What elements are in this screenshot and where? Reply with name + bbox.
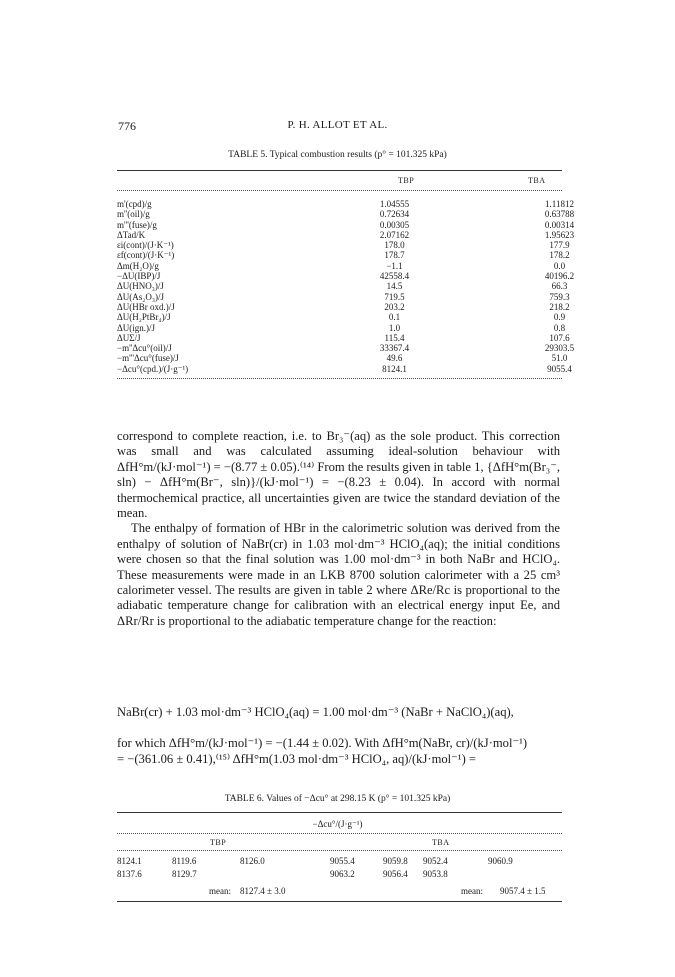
- table5-cell-tbp: 203.2: [384, 301, 405, 312]
- table6-tbp-value: 8126.0: [240, 856, 265, 866]
- running-head: P. H. ALLOT ET AL.: [287, 119, 388, 131]
- table5-cell-label: ΔU(ign.)/J: [117, 322, 156, 333]
- table5-cell-tba: 66.3: [551, 281, 568, 292]
- page-number: 776: [118, 119, 136, 133]
- table5-cell-tba: 9055.4: [547, 363, 572, 374]
- table5-cell-tba: 0.00314: [544, 219, 575, 230]
- table6-tbp-value: 8137.6: [117, 869, 142, 879]
- table5-cell-label: ΔU(H₂PtBr₄)/J: [117, 312, 171, 323]
- table5-cell-label: Δm(H₂O)/g: [117, 260, 159, 271]
- table5-row: [117, 220, 662, 230]
- table5-row: [117, 302, 662, 312]
- table6-tba-value: 9063.2: [330, 869, 355, 879]
- table6-tbp-value: 8129.7: [172, 869, 197, 879]
- table5-row: [117, 333, 662, 343]
- table6-tbp-mean-label: mean:: [209, 886, 231, 896]
- table5-cell-label: −Δcu°(cpd.)/(J·g⁻¹): [117, 363, 189, 374]
- table5-cell-tbp: 0.00305: [379, 219, 410, 230]
- table6-tba-value: 9056.4: [383, 869, 408, 879]
- table5-row: [117, 312, 662, 322]
- table6-header-rule: [117, 850, 562, 851]
- paragraph-3-line-2: = −(361.06 ± 0.41),⁽¹⁵⁾ ΔfH°m(1.03 mol·dm⁻³ HClO₄, aq)/(kJ·mol⁻¹) =: [117, 752, 477, 766]
- table6-tbp-mean: 8127.4 ± 3.0: [240, 886, 286, 896]
- table5-row: [117, 343, 662, 353]
- table6-tba-value: 9052.4: [423, 856, 448, 866]
- table6-tbp-value: 8119.6: [172, 856, 197, 866]
- reaction-equation: NaBr(cr) + 1.03 mol·dm⁻³ HClO₄(aq) = 1.00 mol·dm⁻³ (NaBr + NaClO₄)(aq),: [117, 705, 514, 719]
- table5-cell-tbp: 14.5: [386, 281, 403, 292]
- table5-cell-tba: 0.8: [553, 322, 566, 333]
- table5-cell-label: ΔU(HBr oxd.)/J: [117, 301, 175, 312]
- table5-top-rule: [117, 170, 562, 171]
- table5-cell-label: εi(cont)/(J·K⁻¹): [117, 240, 174, 251]
- table5-cell-tba: 51.0: [551, 353, 568, 364]
- table5-cell-label: ΔU(As₂O₃)/J: [117, 291, 165, 302]
- table5-row: [117, 323, 662, 333]
- table5-header-rule: [117, 190, 562, 191]
- table5-cell-tba: 177.9: [549, 240, 570, 251]
- table5-cell-label: −m'''Δcu°(fuse)/J: [117, 353, 179, 364]
- body-text: [117, 429, 560, 629]
- table5-cell-label: m'(cpd)/g: [117, 199, 152, 209]
- table5-cell-tba: 0.63788: [544, 209, 575, 220]
- table5: [117, 199, 662, 374]
- table5-cell-tbp: 8124.1: [382, 363, 407, 374]
- table5-row: [117, 271, 662, 281]
- table6-tbp-value: 8124.1: [117, 856, 142, 866]
- table5-row: [117, 353, 662, 363]
- table5-cell-tba: 759.3: [549, 291, 570, 302]
- table5-row: [117, 261, 662, 271]
- table5-cell-label: ΔUΣ/J: [117, 332, 141, 343]
- table5-cell-tba: 0.9: [553, 312, 566, 323]
- table5-cell-tba: 1.95623: [544, 229, 575, 240]
- table5-cell-tbp: 0.72634: [379, 209, 410, 220]
- table5-cell-tbp: 1.04555: [379, 199, 410, 209]
- table5-cell-label: −m''Δcu°(oil)/J: [117, 343, 172, 354]
- table5-cell-tbp: 719.5: [384, 291, 405, 302]
- table5-row: [117, 281, 662, 291]
- table5-col-tbp: TBP: [398, 176, 415, 185]
- table5-col-tba: TBA: [528, 176, 546, 185]
- table6-header: −Δcu°/(J·g⁻¹): [312, 819, 363, 829]
- table5-cell-label: εf(cont)/(J·K⁻¹): [117, 250, 175, 261]
- table5-cell-label: ΔTad/K: [117, 229, 146, 240]
- table5-cell-tbp: 49.6: [386, 353, 403, 364]
- paragraph-2: The enthalpy of formation of HBr in the calorimetric solution was derived from the enthalpy of solution of NaBr(cr) in 1.03 mol·dm⁻³ HClO₄(aq); the initial conditions were chosen so that the final solution was 1.00 mol·dm⁻³ in both NaBr and HClO₄. These measurements were made in an LKB 8700 solution calorimeter with a 25 cm³ calorimeter vessel. The results are given in table 2 where ΔRe/Rc is proportional to the adiabatic temperature change for calibration with an electrical energy input Ee, and ΔRr/Rr is proportional to the adiabatic temperature change for the reaction:: [117, 521, 560, 628]
- table5-cell-tba: 0.0: [553, 260, 566, 271]
- paragraph-1: correspond to complete reaction, i.e. to Br₃⁻(aq) as the sole product. This correction was small and was calculated assuming ideal-solution behaviour with ΔfH°m/(kJ·mol⁻¹) = −(8.77 ± 0.05).⁽¹⁴⁾ From the results given in table 1, {ΔfH°m(Br₃⁻, sln) − ΔfH°m(Br⁻, sln)}/(kJ·mol⁻¹) = −(8.23 ± 0.04). In accord with normal thermochemical practice, all uncertainties given are twice the standard deviation of the mean.: [117, 429, 560, 521]
- table5-row: [117, 292, 662, 302]
- table5-row: [117, 199, 662, 209]
- table5-cell-tba: 107.6: [549, 332, 570, 343]
- table5-cell-tbp: 1.0: [388, 322, 401, 333]
- table5-cell-tbp: 2.07162: [379, 229, 410, 240]
- table5-row: [117, 250, 662, 260]
- table5-cell-label: m'''(fuse)/g: [117, 219, 157, 230]
- table5-cell-tbp: −1.1: [386, 260, 403, 271]
- table6-tba-value: 9053.8: [423, 869, 448, 879]
- table5-bottom-rule: [117, 378, 562, 379]
- table5-cell-tba: 40196.2: [544, 271, 575, 282]
- table6-bottom-rule: [117, 901, 562, 902]
- table5-cell-label: ΔU(HNO₃)/J: [117, 281, 164, 292]
- table5-cell-tbp: 115.4: [384, 332, 405, 343]
- table5-cell-tbp: 178.0: [384, 240, 405, 251]
- table5-cell-tbp: 42558.4: [379, 271, 410, 282]
- table6-tba-value: 9055.4: [330, 856, 355, 866]
- table5-cell-label: −ΔU(IBP)/J: [117, 271, 161, 282]
- table6-col-tba: TBA: [432, 838, 450, 847]
- table6-top-rule: [117, 812, 562, 813]
- paragraph-3-line-1: for which ΔfH°m/(kJ·mol⁻¹) = −(1.44 ± 0.02). With ΔfH°m(NaBr, cr)/(kJ·mol⁻¹): [117, 736, 528, 750]
- table5-cell-tba: 1.11812: [545, 199, 574, 209]
- table5-row: [117, 240, 662, 250]
- table5-cell-tba: 218.2: [549, 301, 570, 312]
- table5-row: [117, 364, 662, 374]
- table6-tba-mean: 9057.4 ± 1.5: [500, 886, 546, 896]
- table5-cell-tba: 178.2: [549, 250, 570, 261]
- table5-cell-tbp: 0.1: [388, 312, 401, 323]
- table5-cell-tbp: 33367.4: [379, 343, 410, 354]
- table5-row: [117, 209, 662, 219]
- table6-caption: TABLE 6. Values of −Δcu° at 298.15 K (p° = 101.325 kPa): [224, 794, 451, 804]
- table6-tba-mean-label: mean:: [461, 886, 483, 896]
- table6-col-tbp: TBP: [210, 838, 227, 847]
- table5-row: [117, 230, 662, 240]
- table6-tba-value: 9059.8: [383, 856, 408, 866]
- table5-cell-tbp: 178.7: [384, 250, 405, 261]
- table6-subheader-rule: [117, 833, 562, 834]
- table5-caption: TABLE 5. Typical combustion results (p° = 101.325 kPa): [228, 150, 447, 160]
- table5-cell-label: m''(oil)/g: [117, 209, 150, 220]
- table5-cell-tba: 29303.5: [544, 343, 575, 354]
- table6-tba-value: 9060.9: [488, 856, 513, 866]
